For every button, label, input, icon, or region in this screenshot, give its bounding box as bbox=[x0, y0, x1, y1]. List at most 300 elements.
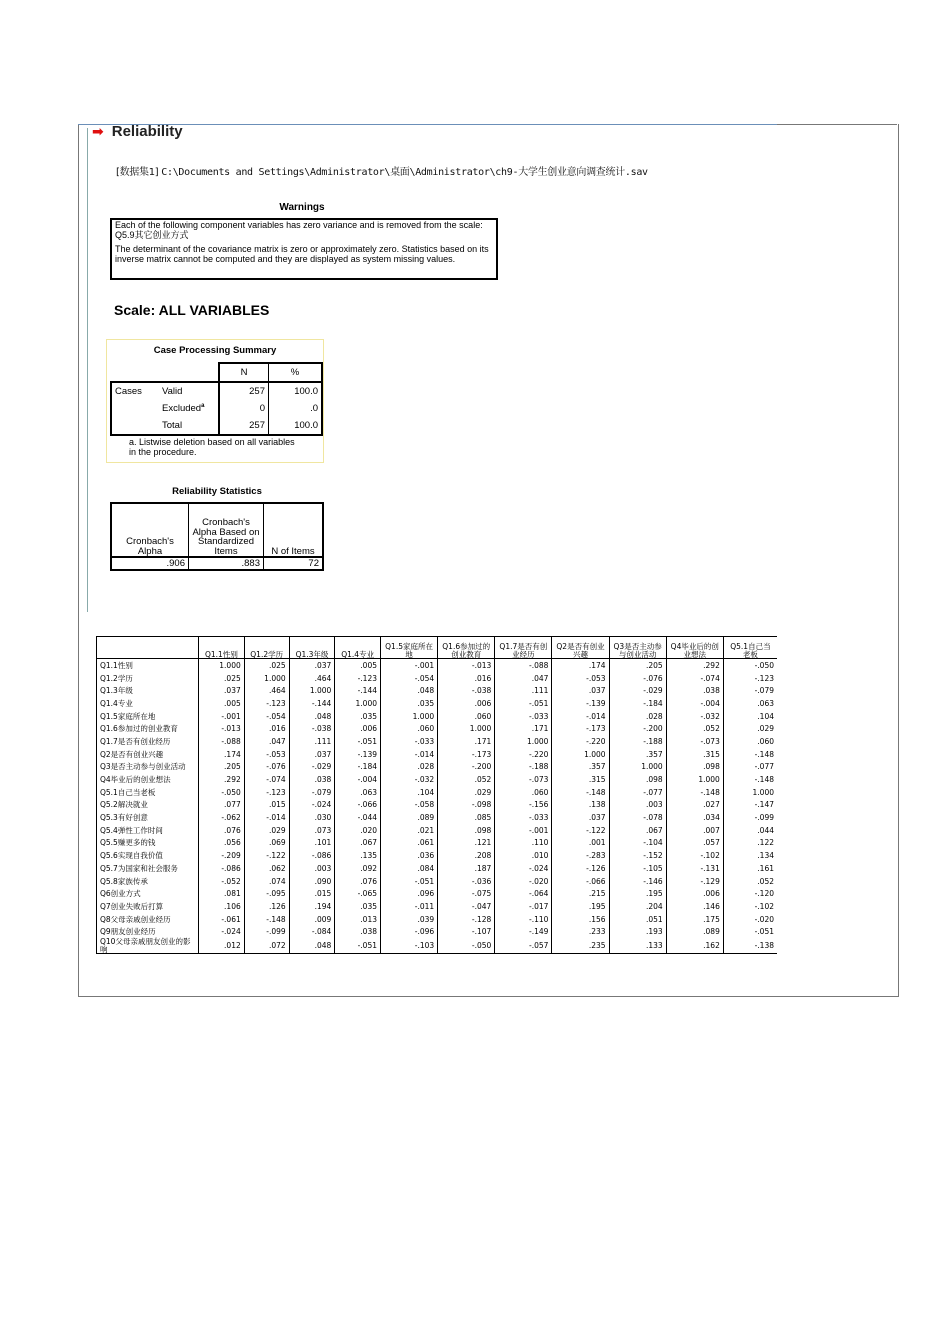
corr-cell: .035 bbox=[335, 710, 381, 723]
corr-cell: .175 bbox=[666, 913, 723, 926]
corr-cell: -.053 bbox=[244, 748, 289, 761]
corr-cell: -.148 bbox=[723, 748, 777, 761]
corr-row-label: Q1.1性别 bbox=[97, 659, 199, 672]
corr-cell: .006 bbox=[438, 697, 495, 710]
corr-cell: .171 bbox=[495, 722, 552, 735]
dataset-path: C:\Documents and Settings\Administrator\ bbox=[161, 167, 391, 178]
corr-cell: -.020 bbox=[723, 913, 777, 926]
dataset-folder: 桌面 bbox=[390, 167, 410, 178]
corr-cell: .089 bbox=[381, 811, 438, 824]
corr-cell: -.078 bbox=[609, 811, 666, 824]
output-tree-line bbox=[87, 128, 88, 612]
corr-column-header: Q1.6参加过的创业教育 bbox=[438, 637, 495, 659]
warnings-title: Warnings bbox=[279, 202, 325, 213]
table-row bbox=[97, 786, 778, 799]
corr-cell: .061 bbox=[381, 837, 438, 850]
corr-cell: -.044 bbox=[335, 811, 381, 824]
corr-cell: .048 bbox=[289, 710, 335, 723]
corr-cell: .047 bbox=[495, 672, 552, 685]
corr-cell: -.076 bbox=[244, 761, 289, 774]
corr-row-label: Q5.1自己当老板 bbox=[97, 786, 199, 799]
corr-cell: -.099 bbox=[723, 811, 777, 824]
corr-cell: -.088 bbox=[199, 735, 245, 748]
corr-corner-cell bbox=[97, 637, 199, 659]
table-row bbox=[97, 722, 778, 735]
corr-cell: -.011 bbox=[381, 900, 438, 913]
cps-title: Case Processing Summary bbox=[153, 345, 277, 356]
corr-cell: 1.000 bbox=[723, 786, 777, 799]
corr-row-label: Q5.2解决就业 bbox=[97, 799, 199, 812]
corr-cell: .052 bbox=[723, 875, 777, 888]
corr-cell: 1.000 bbox=[289, 684, 335, 697]
corr-cell: -.120 bbox=[723, 887, 777, 900]
corr-cell: .162 bbox=[666, 938, 723, 954]
corr-cell: -.058 bbox=[381, 799, 438, 812]
corr-cell: -.086 bbox=[199, 862, 245, 875]
table-row bbox=[97, 900, 778, 913]
corr-cell: .111 bbox=[289, 735, 335, 748]
corr-cell: .016 bbox=[244, 722, 289, 735]
corr-cell: -.096 bbox=[381, 925, 438, 938]
corr-cell: -.001 bbox=[495, 824, 552, 837]
reliability-stats-title: Reliability Statistics bbox=[172, 486, 262, 497]
corr-cell: .195 bbox=[609, 887, 666, 900]
scale-title: Scale: ALL VARIABLES bbox=[114, 302, 270, 318]
corr-cell: .205 bbox=[199, 761, 245, 774]
cps-col-n: N bbox=[219, 363, 269, 382]
reliability-heading[interactable] bbox=[92, 123, 183, 140]
cps-excluded-sup: a bbox=[201, 402, 205, 409]
corr-cell: .060 bbox=[495, 786, 552, 799]
corr-cell: -.057 bbox=[495, 938, 552, 954]
corr-cell: .048 bbox=[289, 938, 335, 954]
corr-cell: -.051 bbox=[335, 938, 381, 954]
correlation-matrix-viewport[interactable] bbox=[96, 636, 777, 988]
corr-cell: -.148 bbox=[666, 786, 723, 799]
corr-cell: .076 bbox=[335, 875, 381, 888]
corr-cell: -.088 bbox=[495, 659, 552, 672]
cps-row-excluded bbox=[159, 400, 219, 417]
corr-cell: .067 bbox=[335, 837, 381, 850]
corr-cell: .060 bbox=[723, 735, 777, 748]
corr-cell: .292 bbox=[666, 659, 723, 672]
corr-cell: -.052 bbox=[199, 875, 245, 888]
corr-cell: .195 bbox=[552, 900, 609, 913]
corr-cell: .135 bbox=[335, 849, 381, 862]
table-row bbox=[97, 697, 778, 710]
corr-cell: -.126 bbox=[552, 862, 609, 875]
cps-excluded-n: 0 bbox=[219, 400, 269, 417]
table-row bbox=[97, 938, 778, 954]
table-row bbox=[97, 925, 778, 938]
corr-cell: -.024 bbox=[289, 799, 335, 812]
corr-cell: -.139 bbox=[552, 697, 609, 710]
corr-cell: -.148 bbox=[723, 773, 777, 786]
corr-cell: -.123 bbox=[244, 786, 289, 799]
corr-cell: -.123 bbox=[244, 697, 289, 710]
table-row bbox=[97, 837, 778, 850]
corr-cell: -.188 bbox=[495, 761, 552, 774]
corr-cell: -.050 bbox=[723, 659, 777, 672]
corr-cell: .464 bbox=[244, 684, 289, 697]
corr-cell: .029 bbox=[244, 824, 289, 837]
corr-cell: .051 bbox=[609, 913, 666, 926]
corr-row-label: Q5.6实现自我价值 bbox=[97, 849, 199, 862]
corr-cell: -.102 bbox=[723, 900, 777, 913]
corr-cell: .074 bbox=[244, 875, 289, 888]
table-row bbox=[97, 659, 778, 672]
rs-header-std-alpha: Cronbach's Alpha Based on Standardized Items bbox=[189, 503, 264, 557]
corr-cell: -.050 bbox=[438, 938, 495, 954]
corr-cell: -.073 bbox=[666, 735, 723, 748]
corr-cell: .110 bbox=[495, 837, 552, 850]
corr-cell: -.138 bbox=[723, 938, 777, 954]
corr-cell: -.017 bbox=[495, 900, 552, 913]
corr-column-header: Q1.3年级 bbox=[289, 637, 335, 659]
table-row bbox=[97, 913, 778, 926]
corr-cell: 1.000 bbox=[335, 697, 381, 710]
warning-line-2: The determinant of the covariance matrix is zero or approximately zero. Statistics based on its inverse matrix cannot be computed and they are displayed as system missing values. bbox=[115, 244, 489, 264]
corr-cell: -.188 bbox=[609, 735, 666, 748]
corr-row-label: Q7创业失败后打算 bbox=[97, 900, 199, 913]
corr-cell: .174 bbox=[199, 748, 245, 761]
corr-cell: -.051 bbox=[723, 925, 777, 938]
corr-header-row bbox=[97, 637, 778, 659]
corr-cell: -.123 bbox=[723, 672, 777, 685]
corr-cell: .193 bbox=[609, 925, 666, 938]
table-row bbox=[97, 875, 778, 888]
corr-cell: -.104 bbox=[609, 837, 666, 850]
corr-cell: .028 bbox=[381, 761, 438, 774]
corr-column-header: Q1.2学历 bbox=[244, 637, 289, 659]
corr-cell: .111 bbox=[495, 684, 552, 697]
corr-cell: -.073 bbox=[495, 773, 552, 786]
table-row bbox=[97, 824, 778, 837]
corr-cell: .009 bbox=[289, 913, 335, 926]
corr-cell: -.062 bbox=[199, 811, 245, 824]
corr-cell: .096 bbox=[381, 887, 438, 900]
corr-cell: .060 bbox=[438, 710, 495, 723]
corr-cell: -.079 bbox=[289, 786, 335, 799]
corr-cell: .161 bbox=[723, 862, 777, 875]
corr-row-label: Q5.3有好创意 bbox=[97, 811, 199, 824]
corr-cell: -.220 bbox=[495, 748, 552, 761]
corr-cell: -.076 bbox=[609, 672, 666, 685]
corr-cell: .063 bbox=[335, 786, 381, 799]
corr-cell: .030 bbox=[289, 811, 335, 824]
corr-cell: .035 bbox=[335, 900, 381, 913]
corr-cell: .057 bbox=[666, 837, 723, 850]
corr-cell: -.129 bbox=[666, 875, 723, 888]
corr-cell: -.122 bbox=[552, 824, 609, 837]
corr-cell: .010 bbox=[495, 849, 552, 862]
corr-cell: .085 bbox=[438, 811, 495, 824]
corr-cell: -.098 bbox=[438, 799, 495, 812]
corr-cell: -.053 bbox=[552, 672, 609, 685]
table-row bbox=[97, 849, 778, 862]
corr-cell: .037 bbox=[552, 684, 609, 697]
corr-cell: .021 bbox=[381, 824, 438, 837]
corr-cell: -.075 bbox=[438, 887, 495, 900]
corr-cell: .121 bbox=[438, 837, 495, 850]
corr-cell: .126 bbox=[244, 900, 289, 913]
corr-cell: -.086 bbox=[289, 849, 335, 862]
corr-cell: .156 bbox=[552, 913, 609, 926]
corr-column-header: Q2是否有创业兴趣 bbox=[552, 637, 609, 659]
corr-cell: 1.000 bbox=[666, 773, 723, 786]
corr-cell: 1.000 bbox=[495, 735, 552, 748]
corr-cell: .357 bbox=[552, 761, 609, 774]
corr-cell: -.156 bbox=[495, 799, 552, 812]
corr-cell: -.077 bbox=[723, 761, 777, 774]
corr-row-label: Q4毕业后的创业想法 bbox=[97, 773, 199, 786]
corr-cell: -.110 bbox=[495, 913, 552, 926]
corr-cell: .133 bbox=[609, 938, 666, 954]
corr-cell: .208 bbox=[438, 849, 495, 862]
corr-row-label: Q5.5赚更多的钱 bbox=[97, 837, 199, 850]
corr-cell: -.184 bbox=[609, 697, 666, 710]
corr-cell: 1.000 bbox=[199, 659, 245, 672]
corr-cell: .062 bbox=[244, 862, 289, 875]
cps-table bbox=[110, 362, 323, 436]
corr-cell: -.024 bbox=[199, 925, 245, 938]
corr-cell: .025 bbox=[244, 659, 289, 672]
corr-cell: .106 bbox=[199, 900, 245, 913]
corr-cell: .146 bbox=[666, 900, 723, 913]
corr-cell: .292 bbox=[199, 773, 245, 786]
corr-cell: .194 bbox=[289, 900, 335, 913]
corr-cell: .215 bbox=[552, 887, 609, 900]
corr-row-label: Q2是否有创业兴趣 bbox=[97, 748, 199, 761]
corr-cell: -.077 bbox=[609, 786, 666, 799]
rs-value-alpha: .906 bbox=[111, 557, 189, 570]
corr-cell: -.038 bbox=[289, 722, 335, 735]
corr-cell: -.013 bbox=[199, 722, 245, 735]
corr-cell: .047 bbox=[244, 735, 289, 748]
corr-cell: .005 bbox=[335, 659, 381, 672]
dataset-extension: .sav bbox=[624, 167, 648, 178]
corr-cell: .038 bbox=[335, 925, 381, 938]
corr-cell: -.051 bbox=[495, 697, 552, 710]
corr-row-label: Q5.8家族传承 bbox=[97, 875, 199, 888]
corr-cell: .015 bbox=[289, 887, 335, 900]
corr-cell: -.084 bbox=[289, 925, 335, 938]
corr-cell: .076 bbox=[199, 824, 245, 837]
corr-cell: .464 bbox=[289, 672, 335, 685]
corr-cell: -.074 bbox=[244, 773, 289, 786]
corr-cell: -.144 bbox=[289, 697, 335, 710]
corr-cell: .006 bbox=[666, 887, 723, 900]
warnings-box[interactable] bbox=[110, 218, 498, 280]
corr-cell: -.050 bbox=[199, 786, 245, 799]
corr-cell: .012 bbox=[199, 938, 245, 954]
rs-header-alpha: Cronbach's Alpha bbox=[111, 503, 189, 557]
corr-column-header: Q1.4专业 bbox=[335, 637, 381, 659]
corr-cell: -.001 bbox=[381, 659, 438, 672]
corr-cell: -.013 bbox=[438, 659, 495, 672]
corr-cell: .171 bbox=[438, 735, 495, 748]
table-row bbox=[97, 684, 778, 697]
corr-cell: -.029 bbox=[289, 761, 335, 774]
table-row bbox=[97, 761, 778, 774]
corr-cell: -.004 bbox=[666, 697, 723, 710]
corr-cell: .067 bbox=[609, 824, 666, 837]
corr-cell: .104 bbox=[723, 710, 777, 723]
cps-col-pct: % bbox=[269, 363, 323, 382]
reliability-title: Reliability bbox=[111, 123, 183, 140]
corr-cell: .101 bbox=[289, 837, 335, 850]
red-arrow-icon: ➡ bbox=[92, 123, 104, 139]
inter-item-correlation-table bbox=[96, 636, 777, 954]
cps-valid-pct: 100.0 bbox=[269, 382, 323, 400]
corr-cell: .006 bbox=[335, 722, 381, 735]
corr-cell: -.054 bbox=[381, 672, 438, 685]
corr-row-label: Q1.4专业 bbox=[97, 697, 199, 710]
corr-cell: -.128 bbox=[438, 913, 495, 926]
cps-excluded-pct: .0 bbox=[269, 400, 323, 417]
corr-cell: .044 bbox=[723, 824, 777, 837]
cps-total-n: 257 bbox=[219, 417, 269, 435]
corr-cell: .315 bbox=[552, 773, 609, 786]
corr-cell: .134 bbox=[723, 849, 777, 862]
corr-column-header: Q5.1自己当老板 bbox=[723, 637, 777, 659]
corr-column-header: Q4毕业后的创业想法 bbox=[666, 637, 723, 659]
corr-cell: .038 bbox=[666, 684, 723, 697]
corr-cell: -.033 bbox=[495, 710, 552, 723]
corr-cell: -.220 bbox=[552, 735, 609, 748]
corr-cell: -.103 bbox=[381, 938, 438, 954]
corr-cell: .315 bbox=[666, 748, 723, 761]
corr-cell: .098 bbox=[438, 824, 495, 837]
corr-row-label: Q1.2学历 bbox=[97, 672, 199, 685]
corr-cell: .013 bbox=[335, 913, 381, 926]
corr-row-label: Q1.3年级 bbox=[97, 684, 199, 697]
corr-cell: -.148 bbox=[552, 786, 609, 799]
corr-cell: .025 bbox=[199, 672, 245, 685]
corr-cell: -.014 bbox=[381, 748, 438, 761]
dataset-path2: \Administrator\ch9- bbox=[409, 167, 519, 178]
corr-cell: 1.000 bbox=[438, 722, 495, 735]
corr-cell: .069 bbox=[244, 837, 289, 850]
corr-cell: -.032 bbox=[666, 710, 723, 723]
corr-cell: -.105 bbox=[609, 862, 666, 875]
corr-row-label: Q1.5家庭所在地 bbox=[97, 710, 199, 723]
corr-column-header: Q1.7是否有创业经历 bbox=[495, 637, 552, 659]
corr-cell: .052 bbox=[438, 773, 495, 786]
corr-cell: .235 bbox=[552, 938, 609, 954]
corr-cell: -.184 bbox=[335, 761, 381, 774]
cps-row-valid: Valid bbox=[159, 382, 219, 400]
corr-cell: .081 bbox=[199, 887, 245, 900]
corr-cell: .039 bbox=[381, 913, 438, 926]
corr-cell: .016 bbox=[438, 672, 495, 685]
corr-row-label: Q5.4弹性工作时间 bbox=[97, 824, 199, 837]
corr-cell: -.054 bbox=[244, 710, 289, 723]
corr-cell: .056 bbox=[199, 837, 245, 850]
dataset-filename: 大学生创业意向调查统计 bbox=[518, 167, 625, 178]
corr-cell: .048 bbox=[381, 684, 438, 697]
corr-cell: .089 bbox=[666, 925, 723, 938]
table-row bbox=[97, 799, 778, 812]
corr-cell: -.061 bbox=[199, 913, 245, 926]
corr-cell: .005 bbox=[199, 697, 245, 710]
corr-row-label: Q5.7为国家和社会服务 bbox=[97, 862, 199, 875]
corr-cell: -.095 bbox=[244, 887, 289, 900]
corr-row-label: Q10父母亲戚朋友创业的影响 bbox=[97, 938, 199, 954]
corr-cell: -.029 bbox=[609, 684, 666, 697]
corr-cell: .037 bbox=[552, 811, 609, 824]
corr-cell: -.066 bbox=[552, 875, 609, 888]
table-row bbox=[97, 710, 778, 723]
corr-cell: 1.000 bbox=[552, 748, 609, 761]
corr-cell: -.020 bbox=[495, 875, 552, 888]
case-processing-summary[interactable] bbox=[106, 339, 324, 463]
corr-cell: .020 bbox=[335, 824, 381, 837]
corr-cell: .037 bbox=[289, 659, 335, 672]
table-row bbox=[97, 735, 778, 748]
rs-value-std-alpha: .883 bbox=[189, 557, 264, 570]
table-row bbox=[97, 811, 778, 824]
table-row bbox=[97, 862, 778, 875]
corr-cell: .098 bbox=[609, 773, 666, 786]
corr-cell: .063 bbox=[723, 697, 777, 710]
corr-cell: -.131 bbox=[666, 862, 723, 875]
corr-cell: .052 bbox=[666, 722, 723, 735]
corr-cell: .104 bbox=[381, 786, 438, 799]
table-row bbox=[97, 887, 778, 900]
corr-cell: .036 bbox=[381, 849, 438, 862]
corr-cell: .084 bbox=[381, 862, 438, 875]
corr-cell: -.038 bbox=[438, 684, 495, 697]
corr-cell: 1.000 bbox=[609, 761, 666, 774]
reliability-stats-table[interactable] bbox=[110, 502, 324, 571]
corr-cell: .357 bbox=[609, 748, 666, 761]
corr-cell: -.032 bbox=[381, 773, 438, 786]
corr-cell: -.047 bbox=[438, 900, 495, 913]
corr-cell: .037 bbox=[199, 684, 245, 697]
cps-valid-n: 257 bbox=[219, 382, 269, 400]
corr-cell: .029 bbox=[438, 786, 495, 799]
corr-cell: .092 bbox=[335, 862, 381, 875]
corr-cell: -.001 bbox=[199, 710, 245, 723]
corr-cell: -.079 bbox=[723, 684, 777, 697]
corr-cell: -.014 bbox=[552, 710, 609, 723]
corr-cell: -.173 bbox=[552, 722, 609, 735]
corr-cell: -.102 bbox=[666, 849, 723, 862]
corr-cell: -.149 bbox=[495, 925, 552, 938]
corr-cell: -.209 bbox=[199, 849, 245, 862]
corr-cell: .034 bbox=[666, 811, 723, 824]
corr-cell: 1.000 bbox=[244, 672, 289, 685]
corr-cell: -.033 bbox=[495, 811, 552, 824]
corr-cell: -.024 bbox=[495, 862, 552, 875]
corr-cell: -.283 bbox=[552, 849, 609, 862]
corr-cell: -.064 bbox=[495, 887, 552, 900]
corr-cell: .007 bbox=[666, 824, 723, 837]
corr-cell: -.004 bbox=[335, 773, 381, 786]
corr-cell: -.146 bbox=[609, 875, 666, 888]
corr-cell: .027 bbox=[666, 799, 723, 812]
corr-row-label: Q9朋友创业经历 bbox=[97, 925, 199, 938]
corr-cell: -.051 bbox=[335, 735, 381, 748]
corr-row-label: Q3是否主动参与创业活动 bbox=[97, 761, 199, 774]
cps-footnote: a. Listwise deletion based on all variables in the procedure. bbox=[129, 437, 295, 457]
output-frame-top-right bbox=[777, 124, 897, 125]
corr-cell: -.099 bbox=[244, 925, 289, 938]
corr-row-label: Q8父母亲戚创业经历 bbox=[97, 913, 199, 926]
corr-cell: -.148 bbox=[244, 913, 289, 926]
corr-cell: .233 bbox=[552, 925, 609, 938]
